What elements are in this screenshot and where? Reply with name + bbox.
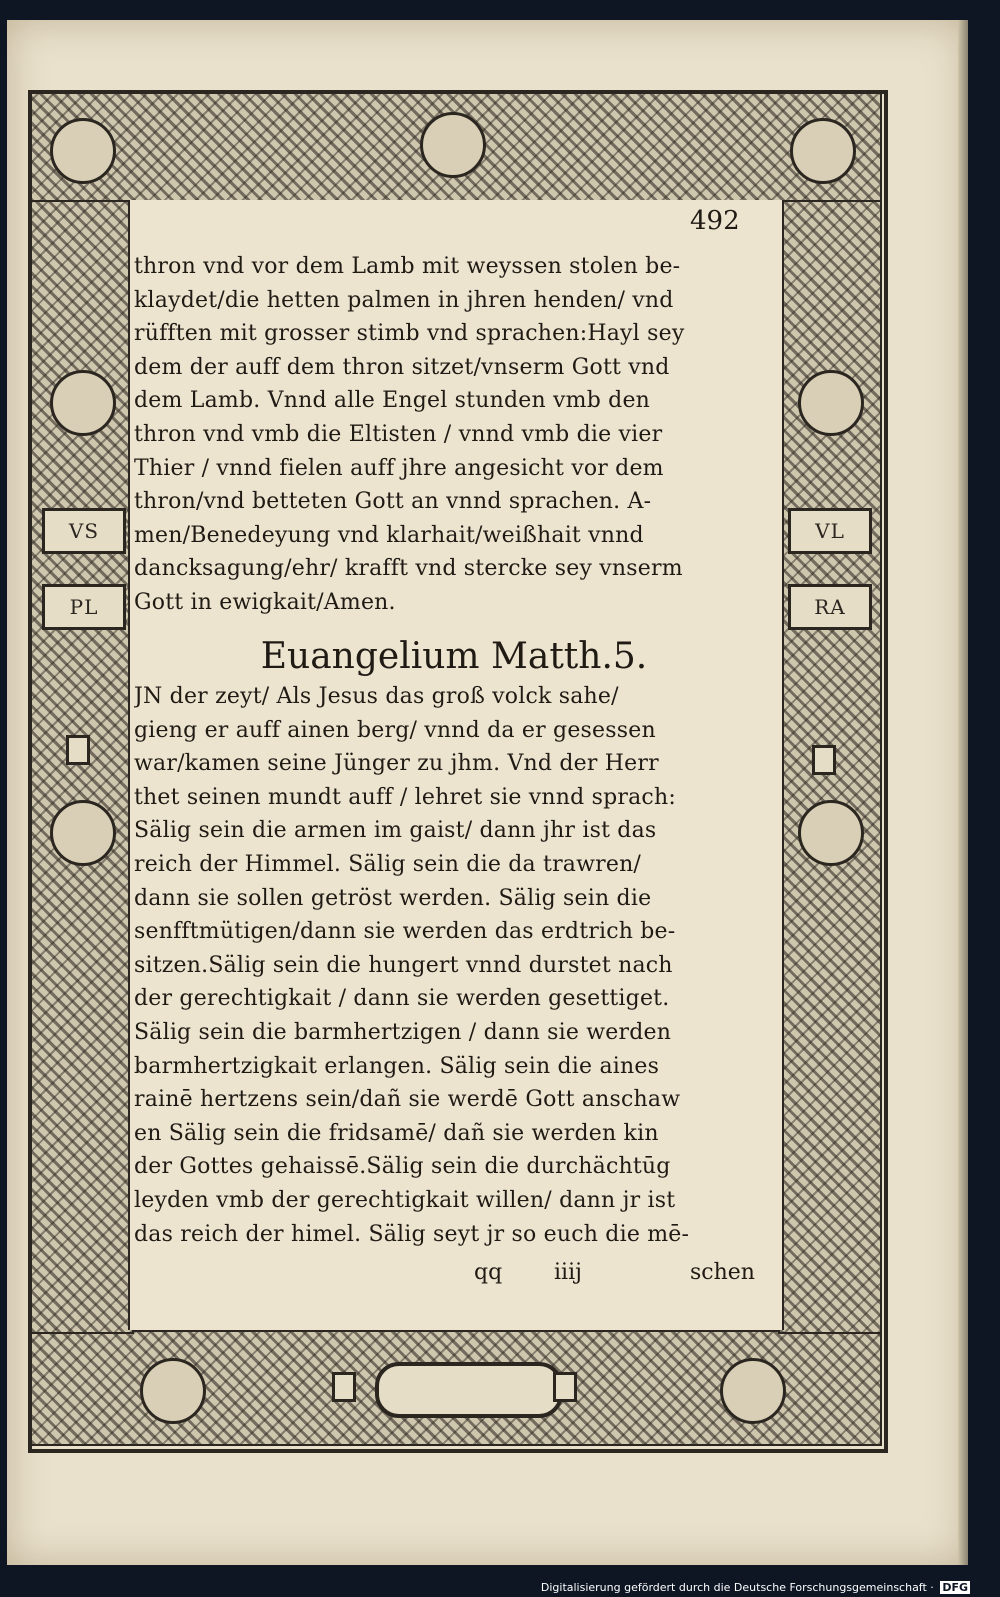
medallion-top-left — [50, 118, 116, 184]
signature-number: iiij — [554, 1260, 582, 1285]
lion-right — [720, 1358, 786, 1424]
hourglass-left — [66, 735, 90, 765]
signature-line — [134, 1260, 760, 1294]
text-line: sitzen.Sälig sein die hungert vnnd durstet nach — [134, 952, 673, 978]
medallion-top-right — [790, 118, 856, 184]
text-line: rainē hertzens sein/dañ sie werdē Gott anschaw — [134, 1087, 681, 1113]
text-line: Sälig sein die armen im gaist/ dann jhr ist das — [134, 818, 657, 844]
text-line: Thier / vnnd fielen auff jhre angesicht vor dem — [134, 455, 664, 481]
text-line: der Gottes gehaissē.Sälig sein die durchächtūg — [134, 1154, 671, 1180]
text-line: reich der Himmel. Sälig sein die da trawren/ — [134, 851, 642, 877]
text-line: rüfften mit grosser stimb vnd sprachen:Hayl sey — [134, 321, 685, 347]
catchword: schen — [690, 1260, 755, 1285]
hourglass-right — [812, 745, 836, 775]
dfg-logo: DFG — [942, 1581, 968, 1594]
pillar-label-left-2: PL — [42, 584, 126, 630]
text-line: thron vnd vmb die Eltisten / vnnd vmb die vier — [134, 421, 663, 447]
footer-credit: Digitalisierung gefördert durch die Deutsche Forschungsgemeinschaft · DFG — [540, 1581, 968, 1594]
text-line: thron/vnd betteten Gott an vnnd sprachen. A- — [134, 489, 652, 515]
cherub-face-medallion — [420, 112, 486, 178]
footer-text: Digitalisierung gefördert durch die Deutsche Forschungsgemeinschaft — [540, 1581, 927, 1594]
text-line: der gerechtigkait / dann sie werden gesettiget. — [134, 986, 670, 1012]
text-line: men/Benedeyung vnd klarhait/weißhait vnnd — [134, 522, 644, 548]
text-line: JN der zeyt/ Als Jesus das groß volck sahe/ — [134, 684, 619, 709]
orb-left — [50, 370, 116, 436]
text-line: dann sie sollen getröst werden. Sälig sein die — [134, 885, 652, 911]
text-line: barmhertzigkait erlangen. Sälig sein die aines — [134, 1053, 660, 1079]
ring-right — [798, 800, 864, 866]
text-line: dem Lamb. Vnnd alle Engel stunden vmb den — [134, 388, 651, 414]
text-line: Gott in ewigkait/Amen. — [134, 589, 396, 615]
lion-left — [140, 1358, 206, 1424]
text-line: war/kamen seine Jünger zu jhm. Vnd der Herr — [134, 751, 659, 777]
section-heading: Euangelium Matth.5. — [260, 636, 648, 677]
pillar-label-left-1: VS — [42, 508, 126, 554]
text-line: Sälig sein die barmhertzigen / dann sie werden — [134, 1019, 672, 1045]
text-line: en Sälig sein die fridsamē/ dañ sie werden kin — [134, 1120, 659, 1146]
text-line: thron vnd vor dem Lamb mit weyssen stolen be- — [134, 254, 681, 279]
text-line: leyden vmb der gerechtigkait willen/ dann jr ist — [134, 1187, 676, 1213]
signature-mark: qq — [474, 1260, 503, 1285]
orb-right — [798, 370, 864, 436]
bottom-block-right — [553, 1372, 577, 1402]
pillar-label-right-2: RA — [788, 584, 872, 630]
text-line: thet seinen mundt auff / lehret sie vnnd sprach: — [134, 784, 676, 810]
page-edge — [958, 20, 968, 1565]
page-number: 492 — [690, 206, 740, 236]
text-line: das reich der himel. Sälig seyt jr so euch die mē- — [134, 1221, 690, 1247]
text-line: klaydet/die hetten palmen in jhren henden/ vnd — [134, 287, 674, 313]
text-line: dancksagung/ehr/ krafft vnd stercke sey vnserm — [134, 556, 683, 582]
text-line: gieng er auff ainen berg/ vnnd da er gesessen — [134, 717, 656, 743]
ring-left — [50, 800, 116, 866]
bottom-block-left — [332, 1372, 356, 1402]
bottom-oval-cartouche — [375, 1362, 563, 1418]
text-line: dem der auff dem thron sitzet/vnserm Gott vnd — [134, 354, 670, 380]
text-line: senfftmütigen/dann sie werden das erdtrich be- — [134, 919, 676, 945]
paragraph-revelation — [134, 250, 774, 620]
pillar-label-right-1: VL — [788, 508, 872, 554]
paragraph-gospel — [134, 680, 774, 1251]
